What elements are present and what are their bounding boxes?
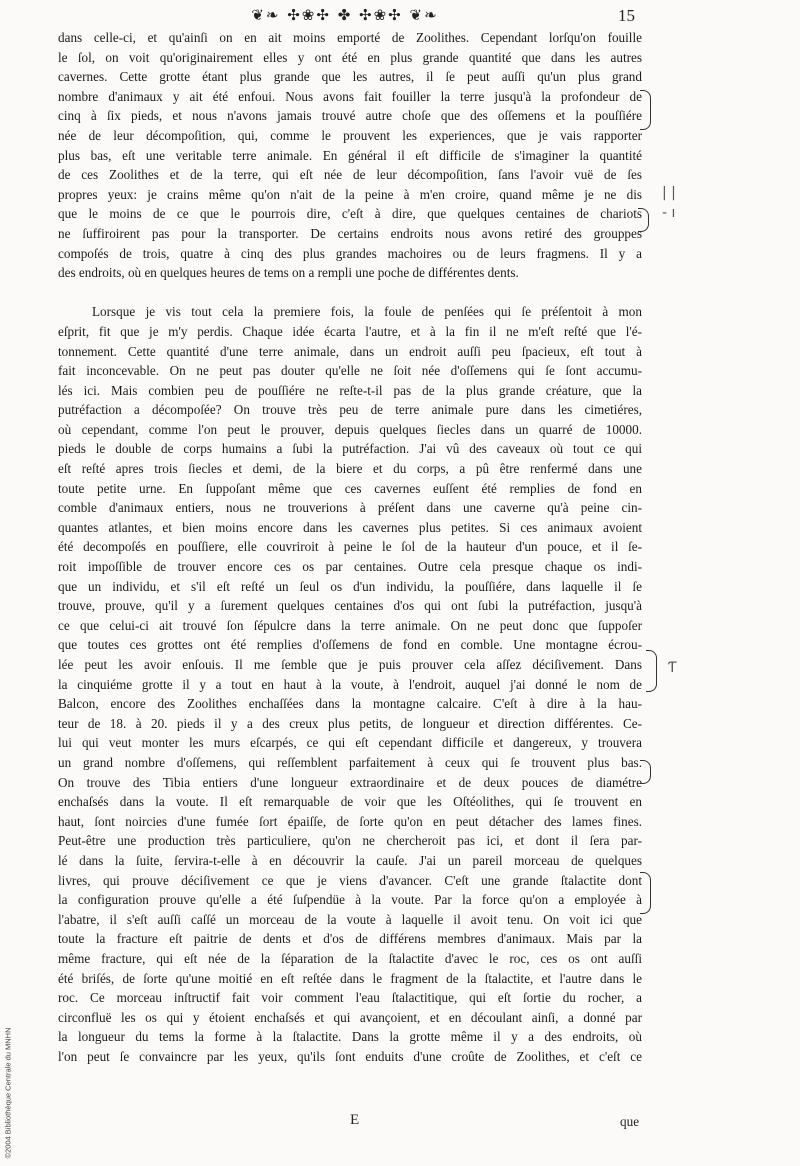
margin-mark-3: Ƭ xyxy=(668,660,677,676)
signature-mark: E xyxy=(350,1112,360,1128)
text-line: eſprit, fit que je m'y perdis. Chaque idée écarta l'autre, et à la fin il ne m'eſt reſté que l'é- xyxy=(58,323,642,339)
body-text xyxy=(58,28,642,1066)
text-line: la longueur du tems la forme à la ſtalactite. Dans la grotte même il y a des endroits, où xyxy=(58,1029,642,1045)
text-line: lée peut les avoir enſouis. Il me ſemble que je puis prouver cela aſſez déciſivement. Dans xyxy=(58,657,642,672)
text-line: propres yeux: je crains même qu'on n'ait de la peine à m'en croire, quand même je ne dis xyxy=(58,186,642,202)
text-line: que le moins de ce que le pourrois dire, c'eſt à dire, que quelques centaines de chariots xyxy=(58,206,642,222)
margin-bracket-5 xyxy=(640,872,651,914)
text-line: Lorsque je vis tout cela la premiere fois, la foule de penſées qui ſe préſentoit à mon xyxy=(92,304,642,320)
text-line: dans celle-ci, et qu'ainſi on en ait moins emporté de Zoolithes. Cependant lorſqu'on fouille xyxy=(58,30,642,45)
text-line: née de leur décompoſition, qui, comme le prouvent les experiences, que je vais rapporter xyxy=(58,127,642,143)
text-line: la cinquiéme grotte il y a tout en haut à la voute, à l'endroit, auquel j'ai donné le nom de xyxy=(58,676,642,692)
text-line: pieds le double de corps humains a ſubi la putréfaction. J'ai vû des caveaux où tout ce qui xyxy=(58,441,642,457)
header-ornament: ❦❧ ✣❀✣ ✤ ✣❀✣ ❦❧ xyxy=(251,6,439,24)
text-line: été briſés, de ſorte qu'une moitié en eſt reſtée dans le fragment de la ſtalactite, et l'autre dans le xyxy=(58,970,642,986)
library-stamp: ©2004 Bibliothèque Centrale du MNHN xyxy=(3,1027,13,1159)
margin-mark-2: - ı xyxy=(662,205,676,221)
text-line: toute petite urne. En ſuppoſant même que ces cavernes euſſent été remplies de fond en xyxy=(58,480,642,496)
text-line: lui qui veut monter les murs eſcarpés, ce qui eſt cependant difficile et dangereux, y trouvera xyxy=(58,735,642,751)
text-line: tonnement. Cette quantité d'une terre animale, dans un endroit auſſi peu ſpacieux, eſt tout à xyxy=(58,343,642,359)
text-line: eſt reſté apres trois ſiecles et demi, de la biere et du corps, a pû être renfermé dans une xyxy=(58,461,642,477)
text-line: nombre d'animaux y ait été enfoui. Nous avons fait fouiller la terre jusqu'à la profondeur de xyxy=(58,88,642,104)
text-line: que toutes ces grottes ont été remplies d'oſſemens de fond en comble. Une montagne écrou- xyxy=(58,637,642,653)
text-line: plus bas, eſt une veritable terre animale. En général il eſt difficile de s'imaginer la quantité xyxy=(58,147,642,163)
text-line: Peut-être une production très particuliere, qu'on ne chercheroit pas ici, et dont il ſera par- xyxy=(58,833,642,849)
text-line: compoſés de trois, quatre à cinq des plus grandes machoires ou de leurs fragmens. Il y a xyxy=(58,245,642,261)
text-line: ne ſuffiroirent pas pour la transporter. De certains endroits nous avons retiré des grouppes xyxy=(58,225,642,241)
text-line: des endroits, où en quelques heures de tems on a rempli une poche de différentes dents. xyxy=(58,265,519,281)
text-line: circonfluë les os qui y étoient enchaſsés et qui avançoient, et en découlant ainſi, a donné par xyxy=(58,1009,642,1025)
page-header xyxy=(0,4,800,28)
text-line: trouve, prouve, qu'il y a ſurement quelques centaines d'os qui ont ſubi la putréfaction, jusqu'à xyxy=(58,598,642,614)
text-line: roit impoſſible de trouver encore ces os par centaines. Outre cela presque chaque os indi- xyxy=(58,559,642,575)
text-line: l'abatre, il s'eſt auſſi caſſé un morceau de la voute à laquelle il avoit tenu. On voit ici que xyxy=(58,911,642,927)
text-line: teur de 18. à 20. pieds il y a des creux plus petits, de longueur et direction différentes. Ce- xyxy=(58,715,642,731)
text-line: ce que celui-ci ait trouvé ſon ſépulcre dans la terre animale. On ne peut donc que ſuppoſer xyxy=(58,617,642,633)
text-line: même fracture, qui eſt née de la ſéparation de la ſtalactite d'avec le roc, ces os ont auſſi xyxy=(58,950,642,966)
text-line: lés ici. Mais combien peu de pouſſiére ne reſte-t-il pas de la plus grande créature, que la xyxy=(58,382,642,398)
margin-bracket-4 xyxy=(640,760,651,784)
margin-bracket-1 xyxy=(640,90,651,130)
text-line: fait inconcevable. On ne peut pas douter qu'elle ne ſoit née d'oſſemens qui ſe ſont accumu- xyxy=(58,363,642,379)
text-line: un grand nombre d'oſſemens, qui reſſemblent parfaitement à ceux qui ſe trouvent plus bas. xyxy=(58,754,642,770)
page-number: 15 xyxy=(618,6,635,25)
text-line: le ſol, on voit qu'originairement elles y ont été en plus grande quantité que dans les autres xyxy=(58,49,642,65)
text-line: que un individu, et s'il eſt reſté un ſeul os d'un individu, la pouſſiére, dans laquelle il ſe xyxy=(58,578,642,594)
text-line: quantes atlantes, et bien moins encore dans les cavernes plus petites. Si ces animaux avoient xyxy=(58,519,642,535)
text-line: livres, qui prouve déciſivement ce que je viens d'avancer. C'eſt une grande ſtalactite dont xyxy=(58,872,642,888)
text-line: l'on peut ſe convaincre par les yeux, qu'ils ſont enduits d'une croûte de Zoolithes, et c'eſt ce xyxy=(58,1048,642,1064)
text-line: enchaſsés dans la voute. Il eſt remarquable de voir que les Oſtéolithes, qui ſe trouvent en xyxy=(58,794,642,810)
paragraph-gap xyxy=(58,283,642,303)
text-line: cavernes. Cette grotte étant plus grande que les autres, il ſe peut auſſi qu'un plus grand xyxy=(58,69,642,85)
text-line: cinq à ſix pieds, et nous n'avons jamais trouvé autre choſe que des oſſemens et la pouſſiére xyxy=(58,108,642,124)
text-line: On trouve des Tibia entiers d'une longueur extraordinaire et de deux pouces de diamétre xyxy=(58,774,642,790)
text-line: été decompoſés en pouſſiere, elle couvriroit à peine le ſol de la hauteur d'un pouce, et il ſe- xyxy=(58,539,642,555)
text-line: la configuration prouve qu'elle a été ſuſpendüe à la voute. Par la force qu'on a employée à xyxy=(58,892,642,908)
text-line: putréfaction a décompoſée? On trouve très peu de terre animale pure dans les cimetiéres, xyxy=(58,402,642,418)
text-line: haut, ſont noircies d'une fumée ſort épaiſſe, de ſorte qu'on en peut détacher des lames fines. xyxy=(58,813,642,829)
text-line: comble d'animaux entiers, nous ne trouverions à préſent dans une caverne qu'à peine cin- xyxy=(58,500,642,516)
text-line: toute la fracture eſt paitrie de dents et d'os de différens membres d'animaux. Mais par la xyxy=(58,931,642,947)
margin-bracket-2 xyxy=(638,208,649,232)
text-line: lé dans la ſuite, ſervira-t-elle à en découvrir la cauſe. J'ai un pareil morceau de quelques xyxy=(58,852,642,868)
margin-bracket-3 xyxy=(646,650,657,692)
catchword: que xyxy=(620,1114,640,1129)
text-line: Balcon, encore des Zoolithes enchaſſées dans la montagne calcaire. C'eſt à dire à la hau- xyxy=(58,696,642,712)
text-line: roc. Ce morceau inſtructif fait voir comment l'eau ſtalactitique, qui eſt ſortie du rocher, a xyxy=(58,990,642,1006)
margin-mark-1: | | xyxy=(662,185,676,201)
text-line: de ces Zoolithes et de la terre, qui eſt née de leur décompoſition, ſans l'avoir vuë de ſes xyxy=(58,167,642,183)
text-line: où cependant, comme l'on peut le prouver, depuis quelques ſiecles dans un quarré de 10000. xyxy=(58,421,642,437)
